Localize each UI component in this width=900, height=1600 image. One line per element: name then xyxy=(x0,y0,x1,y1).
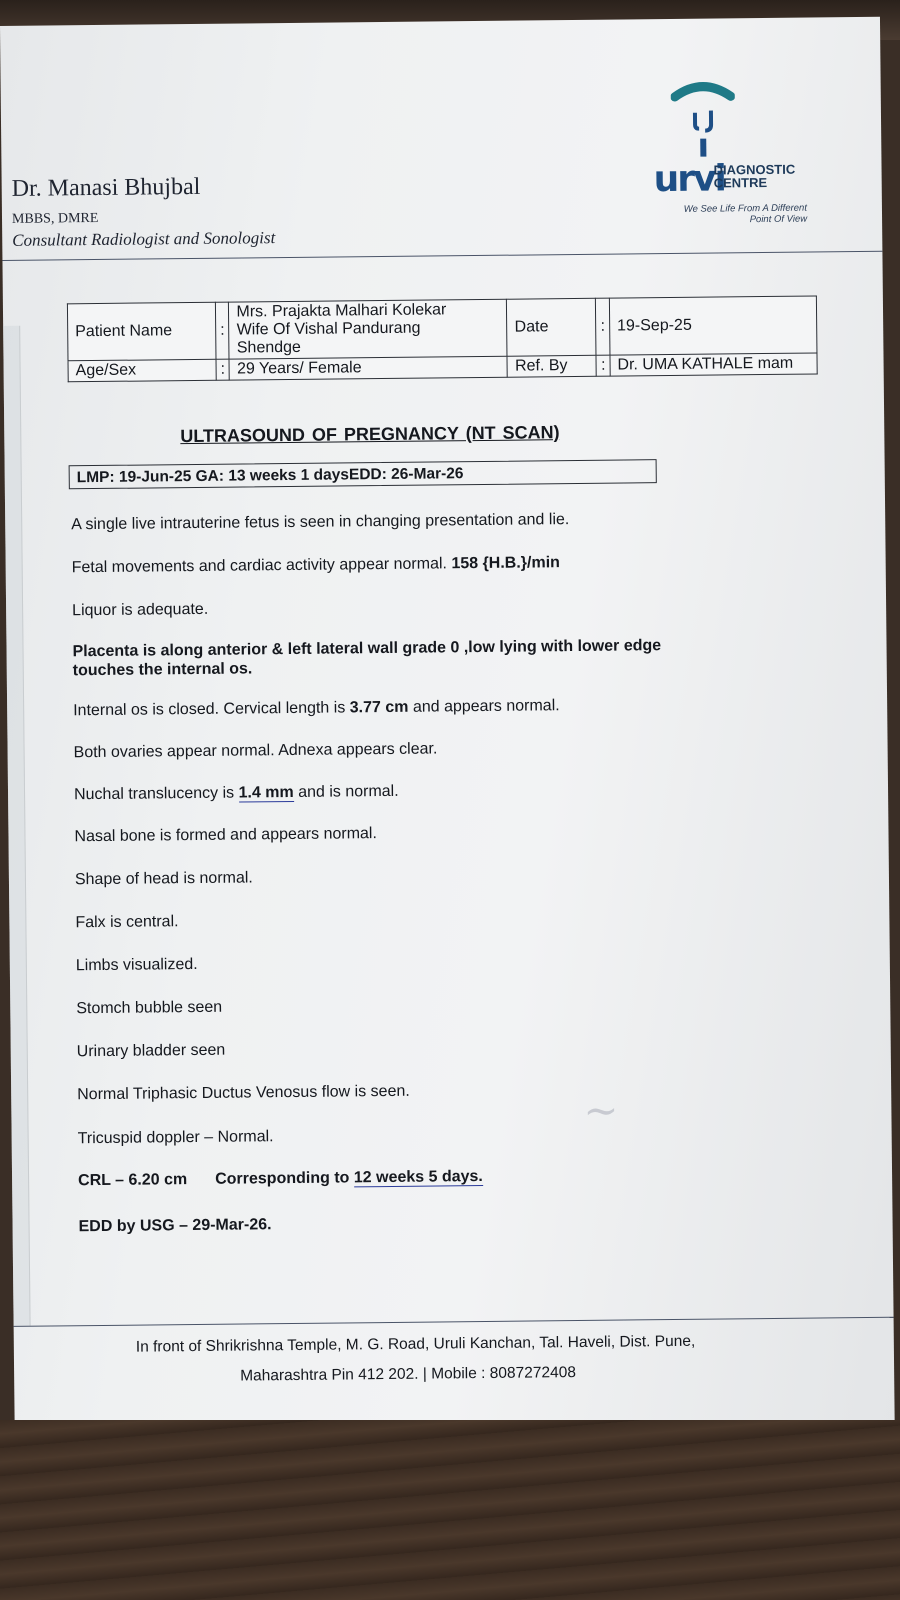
lmp-ga-edd-box: LMP: 19-Jun-25 GA: 13 weeks 1 daysEDD: 26-Mar-26 xyxy=(69,459,657,489)
finding-falx: Falx is central. xyxy=(75,913,179,932)
finding-head-shape: Shape of head is normal. xyxy=(74,869,253,889)
patient-name-label: Patient Name xyxy=(67,302,216,361)
finding-liquor: Liquor is adequate. xyxy=(72,600,209,620)
separator: : xyxy=(596,298,610,355)
report-page xyxy=(0,17,895,1446)
finding-crl xyxy=(78,1167,483,1190)
cervical-length-value: 3.77 cm xyxy=(349,698,409,717)
heart-rate-unit: /min xyxy=(526,554,560,572)
logo-tagline xyxy=(657,203,807,227)
finding-nasal-bone: Nasal bone is formed and appears normal. xyxy=(74,825,377,846)
finding-ovaries: Both ovaries appear normal. Adnexa appears clear. xyxy=(73,740,438,762)
patient-name-value xyxy=(229,299,508,359)
logo-tagline-1: We See Life From A Different xyxy=(683,202,808,215)
finding-ductus: Normal Triphasic Ductus Venosus flow is seen. xyxy=(77,1082,410,1104)
crl-corresponding-text: Corresponding to xyxy=(215,1169,354,1188)
finding-fetus: A single live intrauterine fetus is seen in changing presentation and lie. xyxy=(71,511,570,534)
finding-placenta-line-1: Placenta is along anterior & left lateral wall grade 0 ,low lying with lower edge xyxy=(72,637,662,661)
patient-name-line-3: Shendge xyxy=(236,338,301,357)
logo-line-1: DIAGNOSTIC xyxy=(713,161,796,178)
finding-stomach: Stomch bubble seen xyxy=(76,998,223,1018)
doctor-degree: MBBS, DMRE xyxy=(11,210,99,227)
footer-divider xyxy=(14,1317,894,1327)
separator: : xyxy=(216,359,230,380)
logo-tagline-2: Point Of View xyxy=(749,213,808,226)
finding-placenta-line-2: touches the internal os. xyxy=(72,660,253,680)
finding-cardiac xyxy=(72,553,560,577)
date-value: 19-Sep-25 xyxy=(609,296,817,355)
finding-nuchal-tail: and is normal. xyxy=(293,782,399,801)
finding-limbs: Limbs visualized. xyxy=(75,955,198,975)
crl-ga-value: 12 weeks 5 days. xyxy=(353,1168,483,1187)
separator: : xyxy=(596,355,610,376)
heart-rate-value: 158 {H.B.} xyxy=(451,554,528,573)
report-title: ULTRASOUND OF PREGNANCY (NT SCAN) xyxy=(180,422,560,447)
doctor-title: Consultant Radiologist and Sonologist xyxy=(12,228,276,250)
date-label: Date xyxy=(507,298,597,356)
finding-placenta xyxy=(72,636,661,680)
patient-name-line-1: Mrs. Prajakta Malhari Kolekar xyxy=(236,301,447,321)
finding-edd-usg: EDD by USG – 29-Mar-26. xyxy=(78,1216,272,1236)
footer-contact: Maharashtra Pin 412 202. | Mobile : 8087272408 xyxy=(240,1364,577,1385)
age-sex-label: Age/Sex xyxy=(68,359,216,382)
logo-wordmark: urvi xyxy=(653,158,726,201)
doctor-name: Dr. Manasi Bhujbal xyxy=(11,173,201,202)
patient-name-line-2: Wife Of Vishal Pandurang xyxy=(236,319,421,339)
patient-info-table xyxy=(67,295,818,382)
logo-line-2: CENTRE xyxy=(713,174,768,191)
age-sex-value: 29 Years/ Female xyxy=(229,356,507,380)
finding-tricuspid: Tricuspid doppler – Normal. xyxy=(77,1128,274,1148)
crl-value: CRL – 6.20 cm xyxy=(78,1171,188,1190)
finding-bladder: Urinary bladder seen xyxy=(76,1041,226,1061)
footer-address: In front of Shrikrishna Temple, M. G. Road, Uruli Kanchan, Tal. Haveli, Dist. Pune, xyxy=(135,1332,696,1356)
finding-cervix-tail: and appears normal. xyxy=(408,697,560,716)
finding-nuchal xyxy=(74,782,399,804)
patient-row-1 xyxy=(67,296,817,361)
binder-edge xyxy=(3,326,30,1326)
nuchal-value: 1.4 mm xyxy=(238,783,294,802)
clinic-logo-icon xyxy=(671,76,736,161)
ref-by-value: Dr. UMA KATHALE mam xyxy=(610,353,817,376)
ref-by-label: Ref. By xyxy=(507,355,596,377)
finding-cervix xyxy=(73,696,560,720)
finding-cardiac-text: Fetal movements and cardiac activity appear normal. xyxy=(71,555,452,577)
header-divider xyxy=(2,251,882,261)
finding-nuchal-text: Nuchal translucency is xyxy=(73,784,239,804)
finding-cervix-text: Internal os is closed. Cervical length is xyxy=(73,699,350,720)
separator: : xyxy=(215,302,229,359)
background-surface-bottom xyxy=(0,1420,900,1600)
handwritten-date-mark: ~ xyxy=(583,1085,623,1135)
logo-subtitle xyxy=(713,163,795,190)
